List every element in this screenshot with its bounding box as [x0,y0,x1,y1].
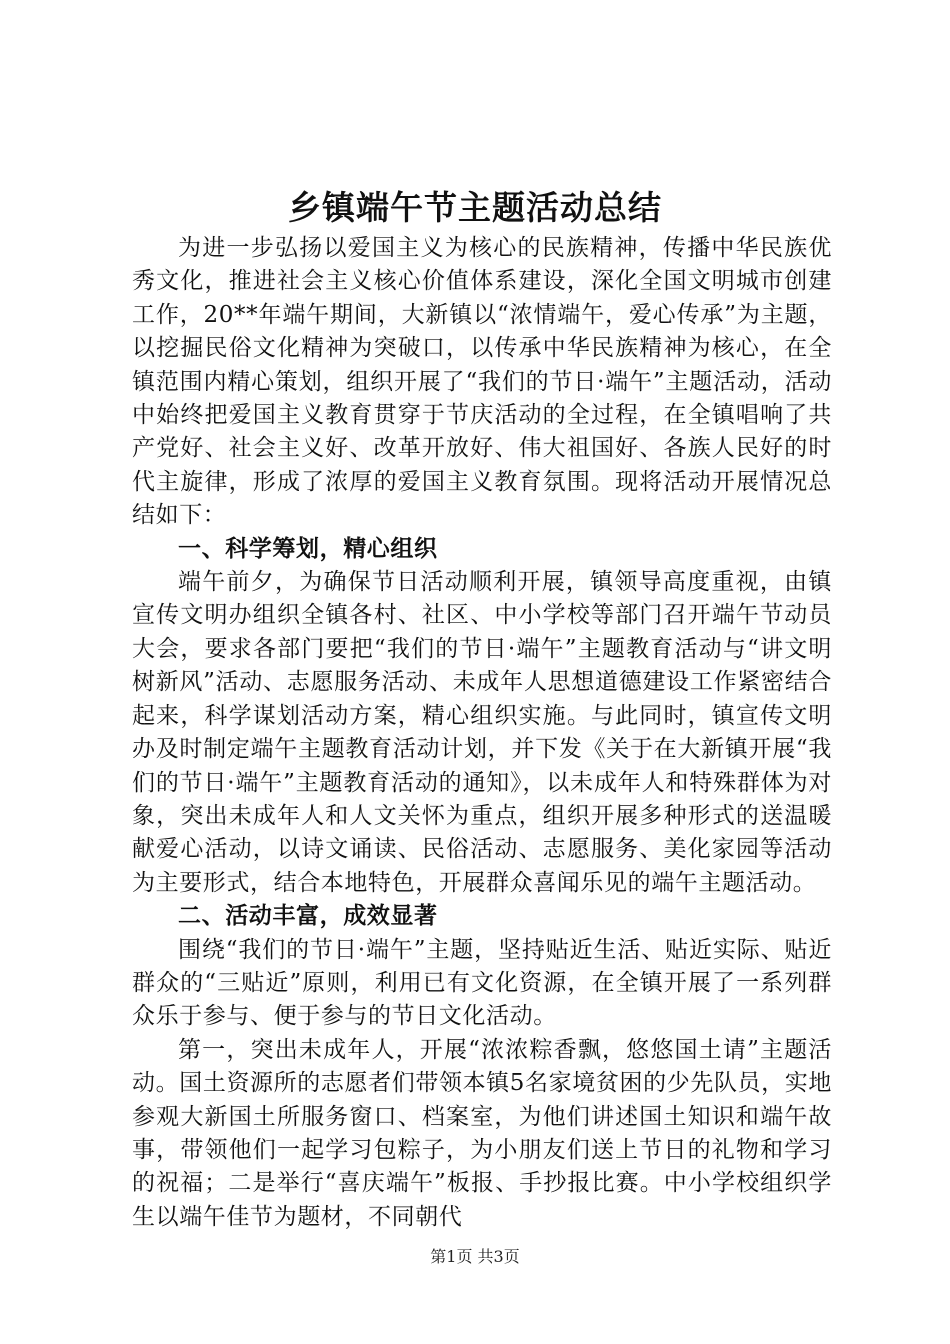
section-heading-2: 二、活动丰富，成效显著 [178,903,438,930]
document-title: 乡镇端午节主题活动总结 [288,188,662,227]
paragraph-section-2: 围绕“我们的节日·端午”主题，坚持贴近生活、贴近实际、贴近群众的“三贴近”原则，利用已有文化资源，在全镇开展了一系列群众乐于参与、便于参与的节日文化活动。 [132,936,832,1030]
paragraph-section-1: 端午前夕，为确保节日活动顺利开展，镇领导高度重视，由镇宣传文明办组织全镇各村、社区、中小学校等部门召开端午节动员大会，要求各部门要把“我们的节日·端午”主题教育活动与“讲文明树新风”活动、志愿服务活动、未成年人思想道德建设工作紧密结合起来，科学谋划活动方案，精心组织实施。与此同时，镇宣传文明办及时制定端午主题教育活动计划，并下发《关于在大新镇开展“我们的节日·端午”主题教育活动的通知》，以未成年人和特殊群体为对象，突出未成年人和人文关怀为重点，组织开展多种形式的送温暖献爱心活动，以诗文诵读、民俗活动、志愿服务、美化家园等活动为主要形式，结合本地特色，开展群众喜闻乐见的端午主题活动。 [132,569,832,896]
paragraph-first-activity: 第一，突出未成年人，开展“浓浓粽香飘，悠悠国土请”主题活动。国土资源所的志愿者们带领本镇5名家境贫困的少先队员，实地参观大新国土所服务窗口、档案室，为他们讲述国土知识和端午故事，带领他们一起学习包粽子，为小朋友们送上节日的礼物和学习的祝福；二是举行“喜庆端午”板报、手抄报比赛。中小学校组织学生以端午佳节为题材，不同朝代 [132,1036,832,1230]
section-heading-1: 一、科学筹划，精心组织 [178,535,438,562]
document-body [132,232,832,1234]
page-footer: 第1页 共3页 [430,1247,520,1266]
paragraph-intro: 为进一步弘扬以爱国主义为核心的民族精神，传播中华民族优秀文化，推进社会主义核心价值体系建设，深化全国文明城市创建工作，20**年端午期间，大新镇以“浓情端午，爱心传承”为主题，以挖掘民俗文化精神为突破口，以传承中华民族精神为核心，在全镇范围内精心策划，组织开展了“我们的节日·端午”主题活动，活动中始终把爱国主义教育贯穿于节庆活动的全过程，在全镇唱响了共产党好、社会主义好、改革开放好、伟大祖国好、各族人民好的时代主旋律，形成了浓厚的爱国主义教育氛围。现将活动开展情况总结如下： [132,235,832,529]
